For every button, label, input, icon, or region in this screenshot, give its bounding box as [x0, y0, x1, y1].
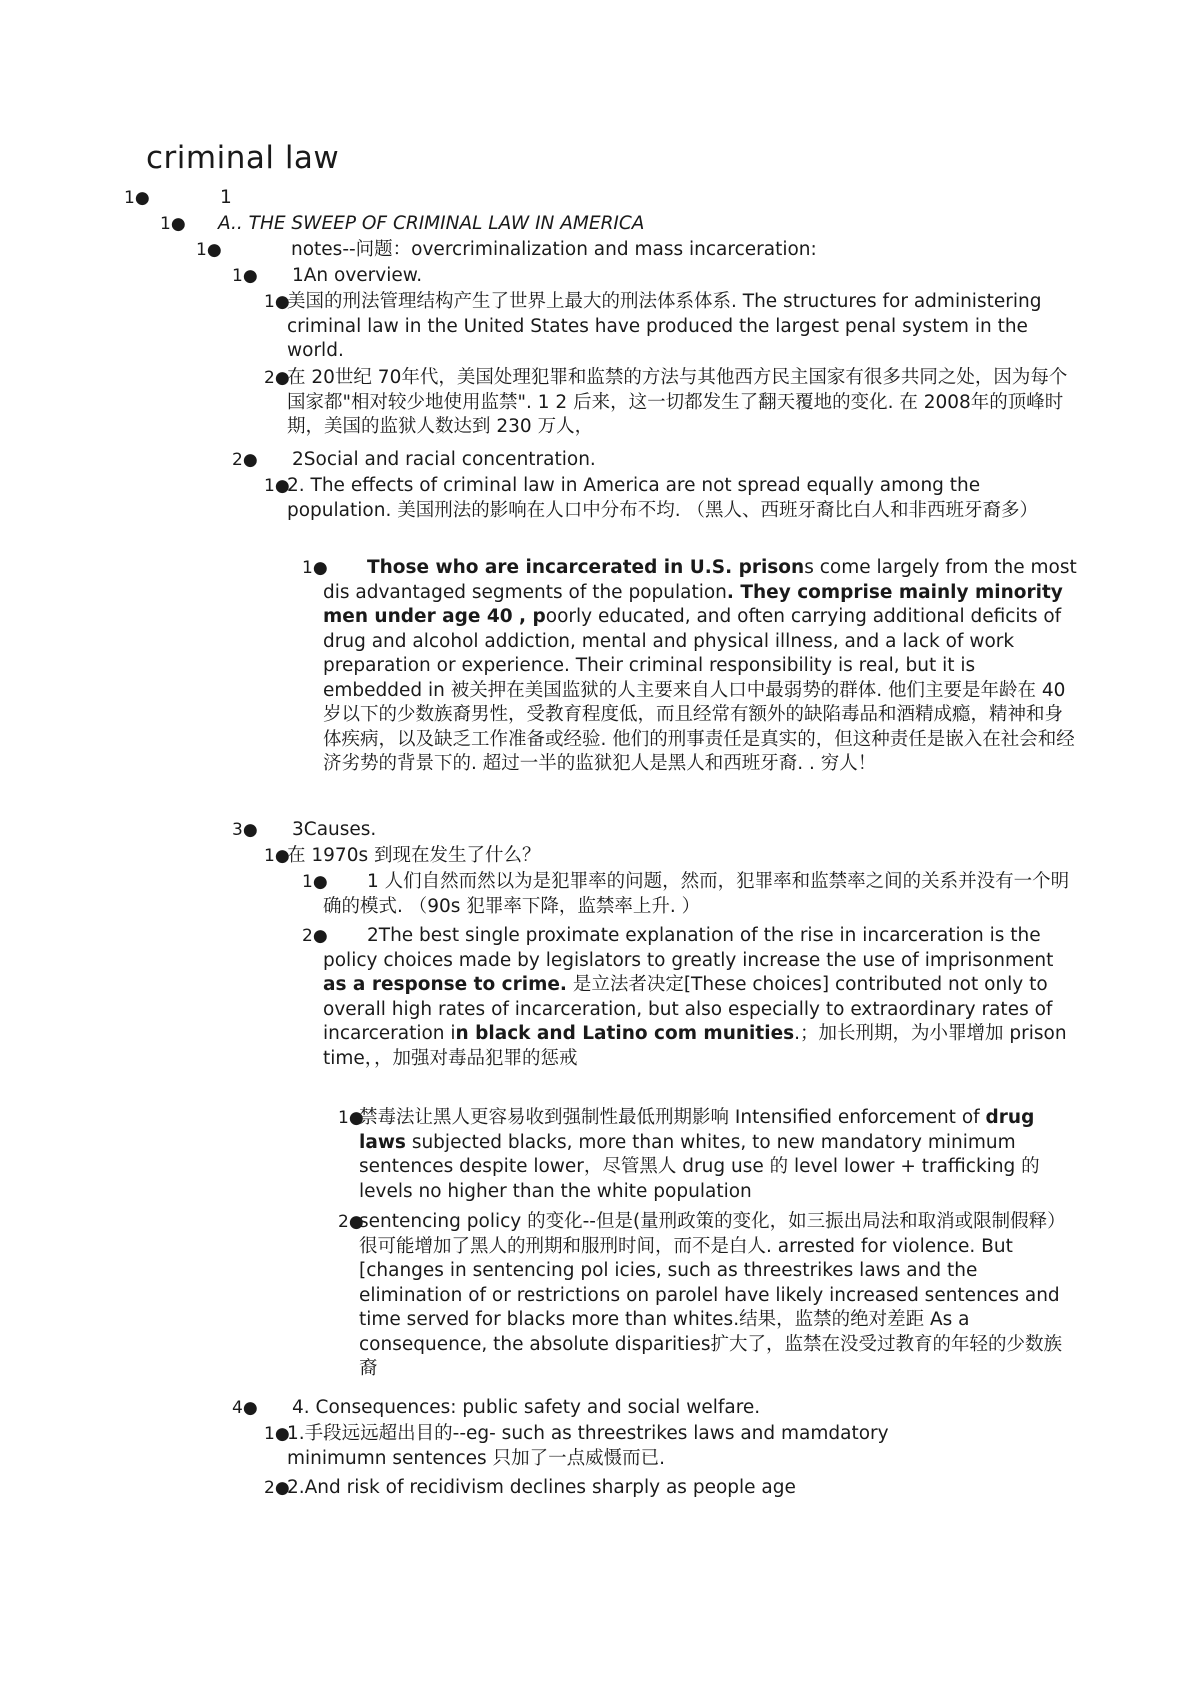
- body-text: 禁毒法让黑人更容易收到强制性最低刑期影响 Intensified enforcement of: [359, 1107, 986, 1128]
- emphasis-text: as a response to crime.: [323, 974, 567, 995]
- outline-item: [323, 924, 1079, 1071]
- bullet-marker: 1●: [264, 846, 290, 866]
- outline-item: 在 1970s 到现在发生了什么？: [287, 845, 541, 866]
- outline-item: [323, 556, 1079, 777]
- bullet-marker: 1●: [264, 1424, 290, 1444]
- body-text: .；加长刑期，为小罪增加 prison time，，加强对毒品犯罪的惩戒: [323, 1023, 1067, 1069]
- outline-item: 1An overview.: [292, 265, 423, 286]
- outline-item: 2. The effects of criminal law in America are not spread equally among the population. 美国刑法的影响在人口中分布不均. （黑人、西班牙裔比白人和非西班牙裔多）: [287, 475, 1038, 521]
- emphasis-text: n black and Latino com munities: [455, 1023, 795, 1044]
- bullet-marker: 2●: [302, 926, 328, 946]
- outline-item: 1.手段远远超出目的--eg- such as threestrikes laws and mamdatory minimumn sentences 只加了一点威慑而已.: [287, 1423, 889, 1469]
- body-text: subjected blacks, more than whites, to new mandatory minimum sentences despite lower，尽管黑人 drug use 的 level lower + trafficking 的 levels no higher than the white population: [359, 1131, 1040, 1202]
- bullet-marker: 1●: [196, 240, 222, 260]
- section-heading: A.. THE SWEEP OF CRIMINAL LAW IN AMERICA: [218, 213, 645, 234]
- outline-item: 1: [220, 187, 232, 208]
- emphasis-text: drug laws: [359, 1107, 1035, 1153]
- emphasis-text: . They comprise mainly minority men under age 40 , p: [323, 581, 1063, 627]
- body-text: 2The best single proximate explanation of the rise in incarceration is the policy choices made by legislators to greatly increase the use of imprisonment: [323, 925, 1054, 971]
- bullet-marker: 1●: [124, 188, 150, 208]
- bullet-marker: 2●: [338, 1212, 364, 1232]
- outline-item: notes--问题：overcriminalization and mass incarceration:: [291, 239, 817, 260]
- outline-item: 美国的刑法管理结构产生了世界上最大的刑法体系体系. The structures for administering criminal law in the United States have produced the largest penal system in the world.: [287, 291, 1042, 361]
- outline-item: sentencing policy 的变化--但是(量刑政策的变化，如三振出局法和取消或限制假释）很可能增加了黑人的刑期和服刑时间，而不是白人. arrested for violence. But [changes in sentencing pol icies, such as threestrikes laws and the elimination of or restrictions on parolel have likely increased sentences and time served for blacks more than whites.结果，监禁的绝对差距 As a consequence, the absolute disparities扩大了，监禁在没受过教育的年轻的少数族裔: [359, 1211, 1066, 1379]
- outline-item: 3Causes.: [292, 819, 377, 840]
- bullet-marker: 3●: [232, 820, 258, 840]
- bullet-marker: 1●: [232, 266, 258, 286]
- bullet-marker: 1●: [338, 1108, 364, 1128]
- bullet-marker: 1●: [264, 476, 290, 496]
- bullet-marker: 1●: [160, 214, 186, 234]
- bullet-marker: 2●: [232, 450, 258, 470]
- body-text: 是立法者决定[These choices] contributed not only to overall high rates of incarceration, but also especially to extraordinary rates of incarceration i: [323, 974, 1053, 1044]
- page-title: criminal law: [146, 140, 340, 176]
- bullet-marker: 1●: [264, 292, 290, 312]
- body-text: oorly educated, and often carrying additional deficits of drug and alcohol addiction, mental and physical illness, and a lack of work preparation or experience. Their criminal responsibility is real, but it is embedded in 被关押在美国监狱的人主要来自人口中最弱势的群体. 他们主要是年龄在 40 岁以下的少数族裔男性，受教育程度低，而且经常有额外的缺陷毒品和酒精成瘾，精神和身体疾病，以及缺乏工作准备或经验. 他们的刑事责任是真实的，但这种责任是嵌入在社会和经济劣势的背景下的. 超过一半的监狱犯人是黑人和西班牙裔. . 穷人！: [323, 606, 1075, 774]
- outline-item: [359, 1106, 1069, 1204]
- bullet-marker: 2●: [264, 368, 290, 388]
- bullet-marker: 4●: [232, 1398, 258, 1418]
- bullet-marker: 2●: [264, 1478, 290, 1498]
- bullet-marker: 1●: [302, 872, 328, 892]
- bullet-marker: 1●: [302, 558, 328, 578]
- outline-item: 2Social and racial concentration.: [292, 449, 596, 470]
- body-text: s come largely from the most dis advantaged segments of the population: [323, 557, 1077, 603]
- emphasis-text: Those who are incarcerated in U.S. prison: [367, 557, 805, 578]
- outline-item: 1 人们自然而然以为是犯罪率的问题，然而，犯罪率和监禁率之间的关系并没有一个明确的模式. （90s 犯罪率下降，监禁率上升. ）: [323, 871, 1070, 917]
- outline-item: 4. Consequences: public safety and social welfare.: [292, 1397, 761, 1418]
- outline-item: 在 20世纪 70年代，美国处理犯罪和监禁的方法与其他西方民主国家有很多共同之处，因为每个国家都"相对较少地使用监禁". 1 2 后来，这一切都发生了翻天覆地的变化. 在 2008年的顶峰时期，美国的监狱人数达到 230 万人，: [287, 367, 1068, 437]
- outline-item: 2.And risk of recidivism declines sharply as people age: [287, 1477, 796, 1498]
